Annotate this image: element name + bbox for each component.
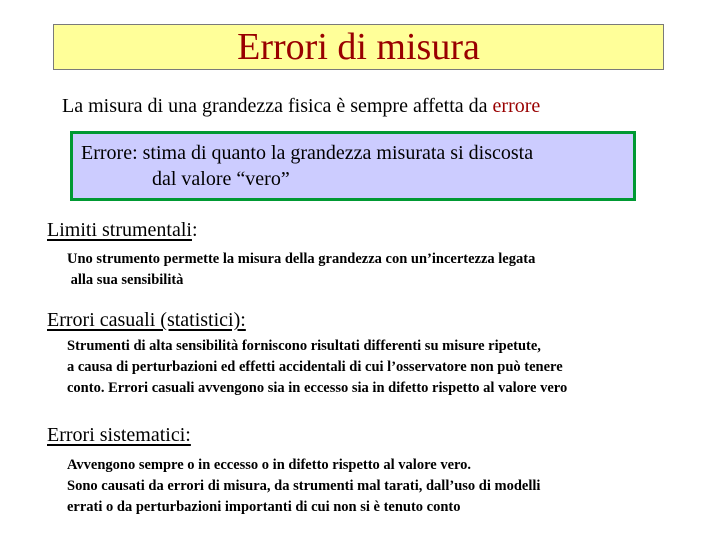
section-heading-text: Limiti strumentali xyxy=(47,219,192,241)
section-body-errori-sistematici xyxy=(67,455,540,518)
section-body-line: alla sua sensibilità xyxy=(67,272,184,288)
section-body-line: errati o da perturbazioni importanti di cui non si è tenuto conto xyxy=(67,499,461,515)
section-body-line: Uno strumento permette la misura della grandezza con un’incertezza legata xyxy=(67,251,536,267)
section-body-limiti-strumentali xyxy=(67,249,535,291)
section-body-line: a causa di perturbazioni ed effetti accidentali di cui l’osservatore non può tenere xyxy=(67,359,563,375)
definition-line-2: dal valore “vero” xyxy=(152,168,290,190)
intro-accent-word: errore xyxy=(492,95,541,117)
section-heading-errori-casuali xyxy=(47,309,246,332)
section-body-line: Avvengono sempre o in eccesso o in difetto rispetto al valore vero. xyxy=(67,457,472,473)
section-heading-suffix: : xyxy=(191,219,198,241)
section-body-line: conto. Errori casuali avvengono sia in eccesso sia in difetto rispetto al valore vero xyxy=(67,380,568,396)
slide-title: Errori di misura xyxy=(237,26,480,68)
section-body-errori-casuali xyxy=(67,336,567,399)
definition-box xyxy=(70,131,636,201)
section-heading-errori-sistematici xyxy=(47,424,191,447)
section-heading-limiti-strumentali xyxy=(47,219,198,242)
definition-line-1: Errore: stima di quanto la grandezza misurata si discosta xyxy=(81,142,534,164)
section-heading-text: Errori casuali (statistici): xyxy=(47,309,246,331)
section-body-line: Sono causati da errori di misura, da strumenti mal tarati, dall’uso di modelli xyxy=(67,478,541,494)
intro-text: La misura di una grandezza fisica è sempre affetta da xyxy=(62,95,493,117)
section-heading-text: Errori sistematici: xyxy=(47,424,191,446)
section-body-line: Strumenti di alta sensibilità forniscono risultati differenti su misure ripetute, xyxy=(67,338,541,354)
title-box xyxy=(53,24,664,70)
intro-sentence xyxy=(62,95,540,118)
